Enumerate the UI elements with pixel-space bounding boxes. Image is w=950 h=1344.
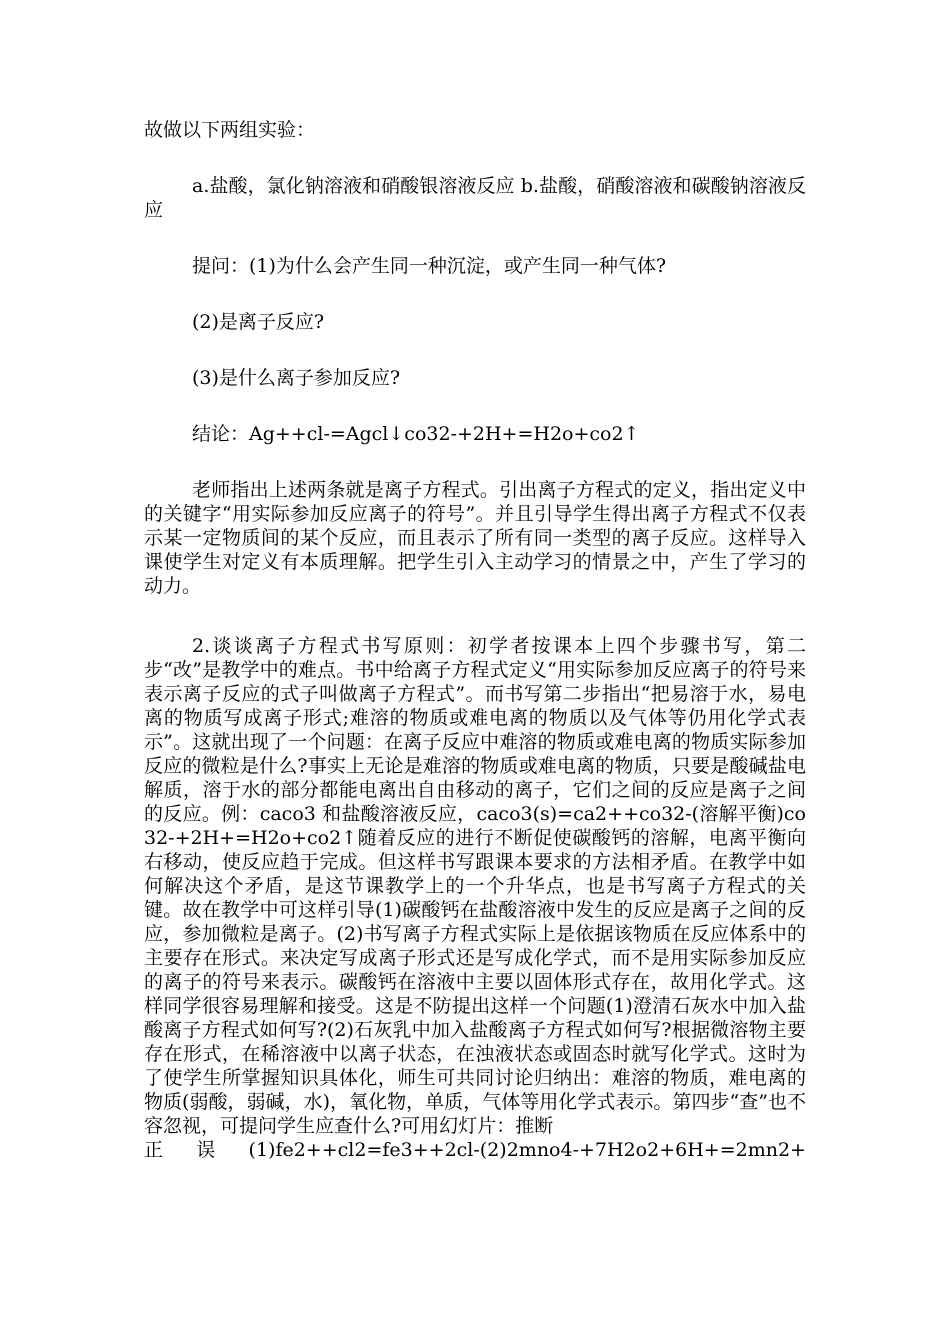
last-line-word-wrong: 误 [196, 1139, 216, 1161]
paragraph-question-2: (2)是离子反应? [192, 311, 325, 333]
paragraph-intro: 故做以下两组实验： [144, 119, 316, 141]
paragraph-teacher-notes: 老师指出上述两条就是离子方程式。引出离子方程式的定义，指出定义中的关键字“用实际参加反应离子的符号”。并且引导学生得出离子方程式不仅表示某一定物质间的某个反应，而且表示了所有同一类型的离子反应。这样导入课使学生对定义有本质理解。把学生引入主动学习的情景之中，产生了学习的动力。 [144, 479, 806, 597]
document-page [144, 118, 806, 1162]
last-line-formula: (1)fe2++cl2=fe3++2cl-(2)2mno4-+7H2o2+6H+=2mn2+ [248, 1139, 806, 1161]
paragraph-question-3: (3)是什么离子参加反应? [192, 367, 401, 389]
paragraph-question-1: 提问：(1)为什么会产生同一种沉淀，或产生同一种气体? [192, 255, 667, 277]
paragraph-experiments: a.盐酸，氯化钠溶液和硝酸银溶液反应 b.盐酸，硝酸溶液和碳酸钠溶液反应 [144, 175, 806, 221]
paragraph-conclusion: 结论：Ag++cl-=Agcl↓co32-+2H+=H2o+co2↑ [192, 423, 640, 445]
paragraph-writing-principles: 2.谈谈离子方程式书写原则：初学者按课本上四个步骤书写，第二步“改”是教学中的难点。书中给离子方程式定义“用实际参加反应离子的符号来表示离子反应的式子叫做离子方程式”。而书写第二步指出“把易溶于水，易电离的物质写成离子形式;难溶的物质或难电离的物质以及气体等仍用化学式表示”。这就出现了一个问题：在离子反应中难溶的物质或难电离的物质实际参加反应的微粒是什么?事实上无论是难溶的物质或难电离的物质，只要是酸碱盐电解质，溶于水的部分都能电离出自由移动的离子，它们之间的反应是离子之间的反应。例：caco3 和盐酸溶液反应，caco3(s)=ca2++co32-(溶解平衡)co32-+2H+=H2o+co2↑随着反应的进行不断促使碳酸钙的溶解，电离平衡向右移动，使反应趋于完成。但这样书写跟课本要求的方法相矛盾。在教学中如何解决这个矛盾，是这节课教学上的一个升华点，也是书写离子方程式的关键。故在教学中可这样引导(1)碳酸钙在盐酸溶液中发生的反应是离子之间的反应，参加微粒是离子。(2)书写离子方程式实际上是依据该物质在反应体系中的主要存在形式。来决定写成离子形式还是写成化学式，而不是用实际参加反应的离子的符号来表示。碳酸钙在溶液中主要以固体形式存在，故用化学式。这样同学很容易理解和接受。这是不防提出这样一个问题(1)澄清石灰水中加入盐酸离子方程式如何写?(2)石灰乳中加入盐酸离子方程式如何写?根据微溶物主要存在形式，在稀溶液中以离子状态，在浊液状态或固态时就写化学式。这时为了使学生所掌握知识具体化，师生可共同讨论归纳出：难溶的物质，难电离的物质(弱酸，弱碱，水)，氧化物，单质，气体等用化学式表示。第四步“查”也不容忽视，可提问学生应查什么?可用幻灯片：推断 [144, 635, 806, 1137]
last-line-word-correct: 正 [144, 1139, 164, 1161]
paragraph-last-line [144, 1138, 806, 1162]
